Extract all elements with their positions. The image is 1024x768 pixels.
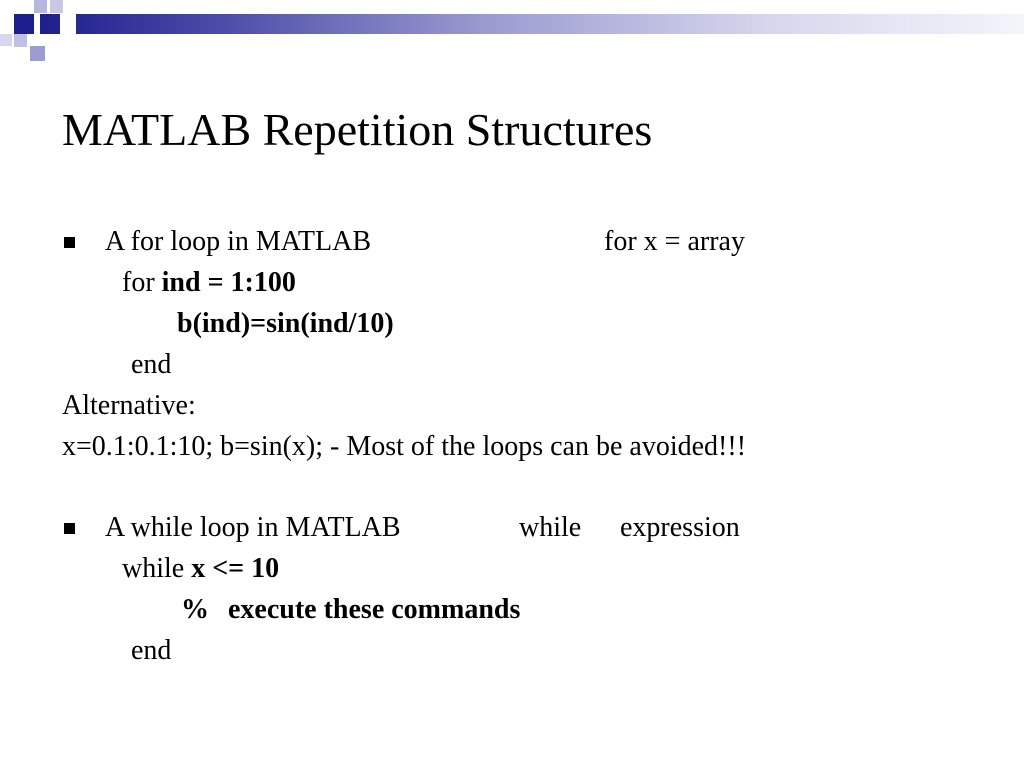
alternative-label: Alternative: (62, 390, 196, 421)
header-square-decoration (60, 14, 76, 34)
for-loop-range: ind = 1:100 (161, 267, 296, 298)
while-keyword: while (122, 553, 185, 584)
while-loop-comment-percent (181, 593, 209, 627)
header-square-decoration (14, 34, 27, 47)
for-keyword: for (122, 267, 155, 298)
header-square-decoration (50, 0, 63, 13)
header-square-decoration (30, 46, 45, 61)
bullet-icon (64, 523, 75, 534)
while-loop-bullet-text: A while loop in MATLAB (105, 512, 401, 543)
for-loop-line-1 (122, 266, 296, 300)
bullet-icon (64, 237, 75, 248)
while-loop-comment-text: execute these commands (228, 594, 521, 625)
for-loop-body (177, 307, 394, 341)
while-loop-comment (228, 593, 520, 627)
while-syntax-keyword: while (519, 512, 582, 543)
header-square-decoration (34, 0, 47, 13)
header-gradient-bar (40, 14, 1024, 34)
header-square-decoration (14, 14, 34, 34)
for-loop-body-code: b(ind)=sin(ind/10) (177, 308, 394, 339)
for-loop-syntax: for x = array (604, 226, 745, 257)
while-loop-end: end (131, 635, 172, 666)
while-loop-line-1 (122, 552, 279, 586)
while-loop-condition: x <= 10 (191, 553, 280, 584)
percent-sign: % (181, 594, 209, 625)
alternative-code: x=0.1:0.1:10; b=sin(x); - Most of the loops can be avoided!!! (62, 431, 747, 462)
for-loop-bullet-text: A for loop in MATLAB (105, 226, 371, 257)
header-square-decoration (0, 34, 12, 46)
slide-title: MATLAB Repetition Structures (62, 104, 653, 155)
for-loop-end: end (131, 349, 172, 380)
while-syntax-expression: expression (620, 512, 740, 543)
